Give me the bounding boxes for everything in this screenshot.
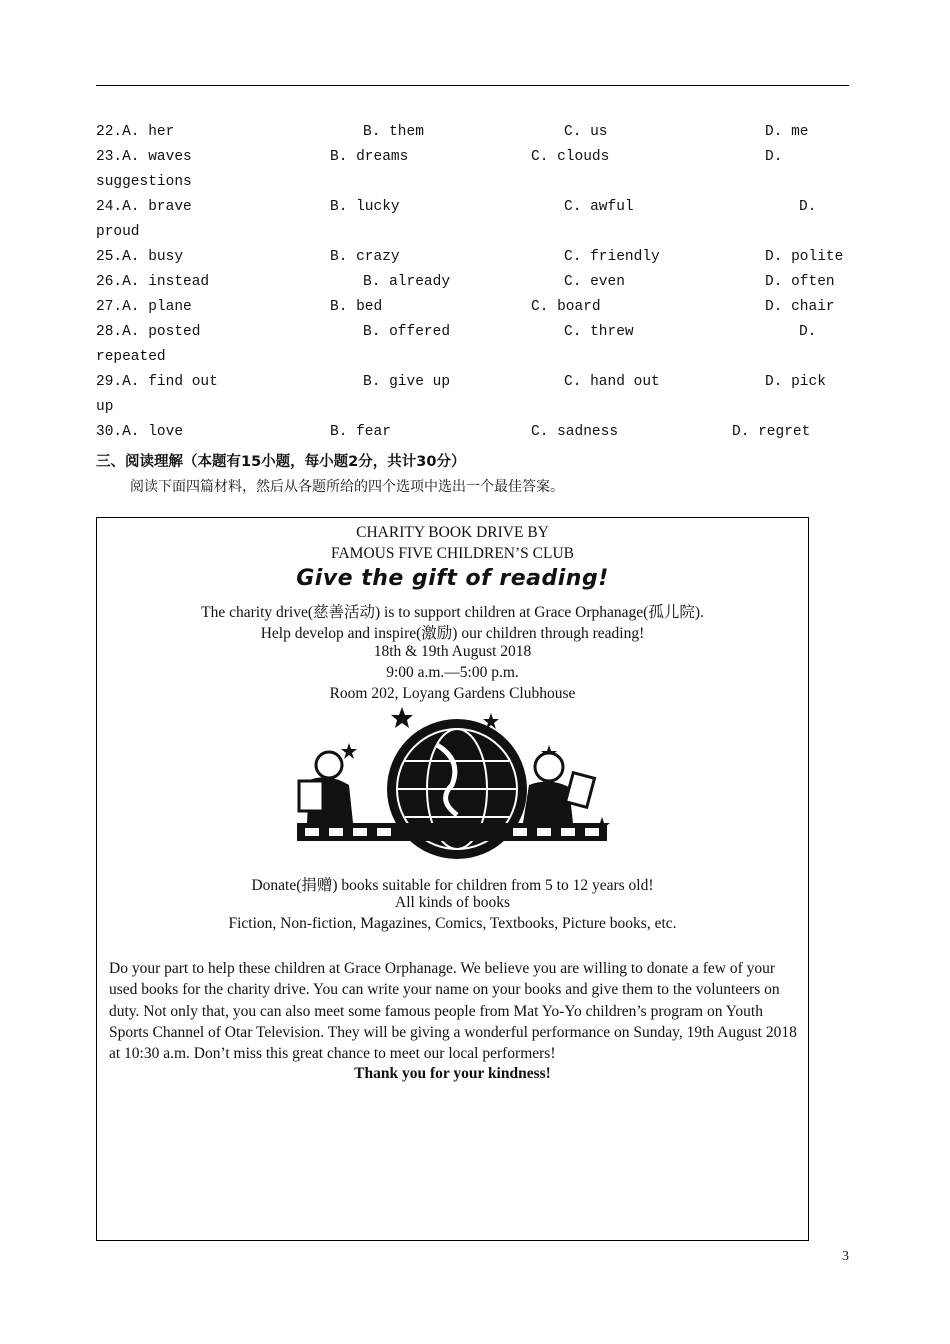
- q25-option-c: C. friendly: [564, 249, 660, 265]
- q23-option-a: 23.A. waves: [96, 149, 192, 165]
- book-icon: [565, 773, 594, 808]
- q22-option-a: 22.A. her: [96, 124, 175, 140]
- star-icon: [391, 707, 413, 728]
- poster-book-kinds: All kinds of books: [395, 894, 510, 911]
- child-reader-icon: [535, 753, 563, 781]
- q28-option-b: B. offered: [363, 324, 451, 340]
- poster-slogan: Give the gift of reading!: [296, 566, 609, 591]
- poster-thanks: Thank you for your kindness!: [354, 1065, 551, 1082]
- poster-venue: Room 202, Loyang Gardens Clubhouse: [329, 685, 576, 702]
- q22-option-c: C. us: [564, 124, 608, 140]
- q22-option-d: D. me: [765, 124, 809, 140]
- section-instruction: 阅读下面四篇材料，然后从各题所给的四个选项中选出一个最佳答案。: [130, 479, 564, 495]
- poster-support-line: The charity drive(慈善活动) is to support children at Grace Orphanage(孤儿院).: [201, 604, 704, 621]
- film-strip: [297, 823, 607, 841]
- q28-option-d-wrap: repeated: [96, 349, 166, 365]
- section-title: 三、阅读理解（本题有15小题，每小题2分，共计30分）: [96, 454, 466, 470]
- q29-option-d-wrap: up: [96, 399, 114, 415]
- poster-donate-line: Donate(捐赠) books suitable for children from 5 to 12 years old!: [251, 877, 654, 894]
- charity-poster: [96, 517, 809, 1241]
- q26-option-a: 26.A. instead: [96, 274, 210, 290]
- q30-option-c: C. sadness: [531, 424, 619, 440]
- star-icon: [341, 743, 357, 759]
- q29-option-b: B. give up: [363, 374, 451, 390]
- q22-option-b: B. them: [363, 124, 424, 140]
- poster-inspire-line: Help develop and inspire(激励) our children through reading!: [260, 625, 645, 642]
- q29-option-c: C. hand out: [564, 374, 660, 390]
- q30-option-a: 30.A. love: [96, 424, 184, 440]
- q28-option-c: C. threw: [564, 324, 634, 340]
- q28-option-a: 28.A. posted: [96, 324, 201, 340]
- book-icon: [299, 781, 323, 811]
- q25-option-d: D. polite: [765, 249, 844, 265]
- q27-option-a: 27.A. plane: [96, 299, 192, 315]
- q30-option-b: B. fear: [330, 424, 391, 440]
- q26-option-c: C. even: [564, 274, 625, 290]
- poster-time: 9:00 a.m.—5:00 p.m.: [386, 664, 519, 681]
- poster-book-types: Fiction, Non-fiction, Magazines, Comics, Textbooks, Picture books, etc.: [228, 915, 677, 932]
- q24-option-d-wrap: proud: [96, 224, 140, 240]
- poster-title-line2: FAMOUS FIVE CHILDREN’S CLUB: [331, 545, 574, 562]
- q23-option-d-wrap: suggestions: [96, 174, 192, 190]
- q29-option-a: 29.A. find out: [96, 374, 218, 390]
- q24-option-c: C. awful: [564, 199, 634, 215]
- q26-option-d: D. often: [765, 274, 835, 290]
- q23-option-d: D.: [765, 149, 783, 165]
- poster-date: 18th & 19th August 2018: [373, 643, 532, 660]
- q24-option-b: B. lucky: [330, 199, 400, 215]
- q25-option-a: 25.A. busy: [96, 249, 184, 265]
- q27-option-b: B. bed: [330, 299, 383, 315]
- q29-option-d: D. pick: [765, 374, 826, 390]
- q26-option-b: B. already: [363, 274, 451, 290]
- children-reading-globe-illustration: [287, 705, 617, 865]
- q25-option-b: B. crazy: [330, 249, 400, 265]
- page-number: 3: [842, 1249, 849, 1264]
- poster-title-line1: CHARITY BOOK DRIVE BY: [356, 524, 549, 541]
- q24-option-d: D.: [799, 199, 817, 215]
- q23-option-c: C. clouds: [531, 149, 610, 165]
- header-rule: [96, 85, 849, 86]
- q27-option-c: C. board: [531, 299, 601, 315]
- q30-option-d: D. regret: [732, 424, 811, 440]
- q28-option-d: D.: [799, 324, 817, 340]
- q24-option-a: 24.A. brave: [96, 199, 192, 215]
- poster-paragraph: Do your part to help these children at Grace Orphanage. We believe you are willing to donate a few of your used books for the charity drive. You can write your name on your books and give them to the volunteers on duty. Not only that, you can also meet some famous people from Mat Yo-Yo children’s program on Youth Sports Channel of Otar Television. They will be giving a wonderful performance on Sunday, 19th August 2018 at 10:30 a.m. Don’t miss this great chance to meet our local performers!: [109, 960, 797, 1063]
- child-reader-icon: [316, 752, 342, 778]
- q27-option-d: D. chair: [765, 299, 835, 315]
- q23-option-b: B. dreams: [330, 149, 409, 165]
